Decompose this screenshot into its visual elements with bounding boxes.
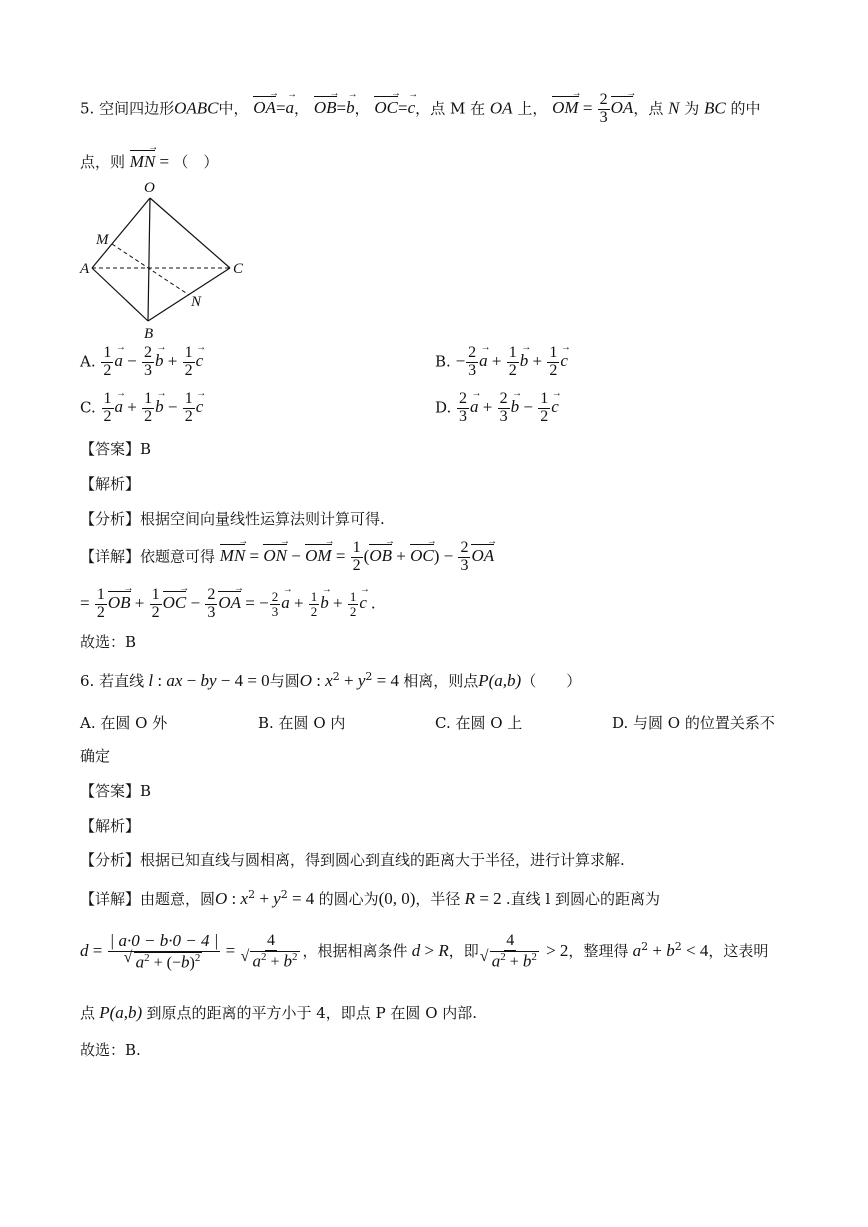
q6-option-c[interactable]: C. 在圆 O 上	[435, 714, 523, 732]
q6-option-d[interactable]: D. 与圆 O 的位置关系不	[612, 714, 775, 732]
q5-option-c[interactable]: C. $\frac{1}{2}$ a → + $\frac{1}{2}$ b → − $\frac{1}{2}$ c →	[80, 388, 207, 425]
q5-pointM: 点 M	[430, 99, 466, 118]
q5-pointN: N	[668, 98, 680, 118]
q6-point: P(a,b)	[478, 671, 522, 690]
q5-answer: 【答案】B	[80, 440, 152, 458]
vec-mn: MN →	[129, 142, 159, 171]
vec-oa: OA →	[253, 88, 279, 118]
q6-answer: 【答案】B	[80, 782, 152, 800]
vec-c: c →	[407, 89, 419, 118]
vec-oc: OC →	[374, 88, 402, 118]
label-n: N	[191, 294, 202, 310]
q6-stem: 6. 若直线 l : ax − by − 4 = 0与圆O : $x^2 + y^2 = 4$ 相离，则点P(a,b)（ ）	[80, 670, 582, 690]
q5-option-a[interactable]: A. $\frac{1}{2}$ a → − $\frac{2}{3}$ b → + $\frac{1}{2}$ c →	[80, 342, 207, 379]
q5-analysis: 【解析】	[80, 475, 141, 493]
q5-quad: OABC	[174, 98, 219, 118]
q5-option-b[interactable]: B. − $\frac{2}{3}$ a → + $\frac{1}{2}$ b → + $\frac{1}{2}$ c →	[435, 342, 571, 379]
q6-analysis: 【解析】	[80, 817, 141, 835]
q5-option-d[interactable]: D. $\frac{2}{3}$ a → + $\frac{2}{3}$ b → − $\frac{1}{2}$ c →	[435, 388, 562, 425]
q6-option-d-cont: 确定	[80, 747, 111, 765]
q6-detail-line1: 【详解】由题意，圆O : $x^2 + y^2 = 4$ 的圆心为(0, 0)，半径 R = 2 .直线 l 到圆心的距离为	[80, 888, 661, 908]
q6-option-b[interactable]: B. 在圆 O 内	[258, 714, 346, 732]
q5-seg-oa: OA	[489, 98, 513, 118]
label-c: C	[233, 261, 244, 277]
q5-paren: （ ）	[173, 153, 219, 171]
label-b: B	[144, 326, 154, 342]
label-a: A	[80, 261, 90, 277]
label-o: O	[144, 180, 155, 196]
q5-comma: ，	[294, 99, 310, 118]
vec-a: a →	[285, 89, 298, 118]
label-m: M	[96, 232, 109, 248]
vec-ob: OB →	[313, 88, 340, 118]
q5-choose: 故选：B	[80, 633, 137, 651]
q6-option-a[interactable]: A. 在圆 O 外	[80, 714, 168, 732]
q5-stem-line1: 5. 空间四边形OABC中， OA → =a → ， OB → =b → ， OC → =c → ，点 M 在 OA 上， OM → = $\frac{2}{3}$ OA → ，点 N 为 BC 的中	[80, 88, 761, 126]
q6-detail-line3: 点 P(a,b) 到原点的距离的平方小于 4，即点 P 在圆 O 内部.	[80, 1003, 478, 1022]
q5-lead: 5. 空间四边形	[80, 99, 175, 118]
q5-fenxi: 【分析】根据空间向量线性运算法则计算可得.	[80, 510, 385, 528]
vec-om: OM →	[552, 88, 582, 118]
q5-detail-line1: 【详解】依题意可得 MN → = ON → − OM → = $\frac{1}{2}$ (OB → + OC → ) − $\frac{2}{3}$ OA →	[80, 536, 498, 574]
q5-stem-line2: 点，则 MN → = （ ）	[80, 142, 219, 171]
vec-b: b →	[346, 89, 358, 118]
q5-mid: 中，	[218, 99, 249, 118]
q5-detail-line2: = $\frac{1}{2}$ OB → + $\frac{1}{2}$ OC → − $\frac{2}{3}$ OA → = − $\frac{2}{3}$ a → + $\frac{1}{2}$ b → + $\frac{1}{2}$ c → .	[80, 583, 376, 621]
q6-detail-line2: d = | a·0 − b·0 − 4 | √ $a^2 + (-b)^2$ = 4 √ $a^2 + b^2$ ，根据相离条件 d > R，即 4 √ $a^2 + b^2$ > 2，整理得 $a^2 + b^2 < 4$，这表明	[80, 932, 808, 972]
q6-fenxi: 【分析】根据已知直线与圆相离，得到圆心到直线的距离大于半径，进行计算求解.	[80, 851, 625, 869]
q5-line2: 点，则	[80, 153, 126, 171]
q6-choose: 故选：B.	[80, 1041, 141, 1059]
tetrahedron-figure	[78, 178, 258, 343]
q5-seg-bc: BC	[704, 98, 726, 118]
